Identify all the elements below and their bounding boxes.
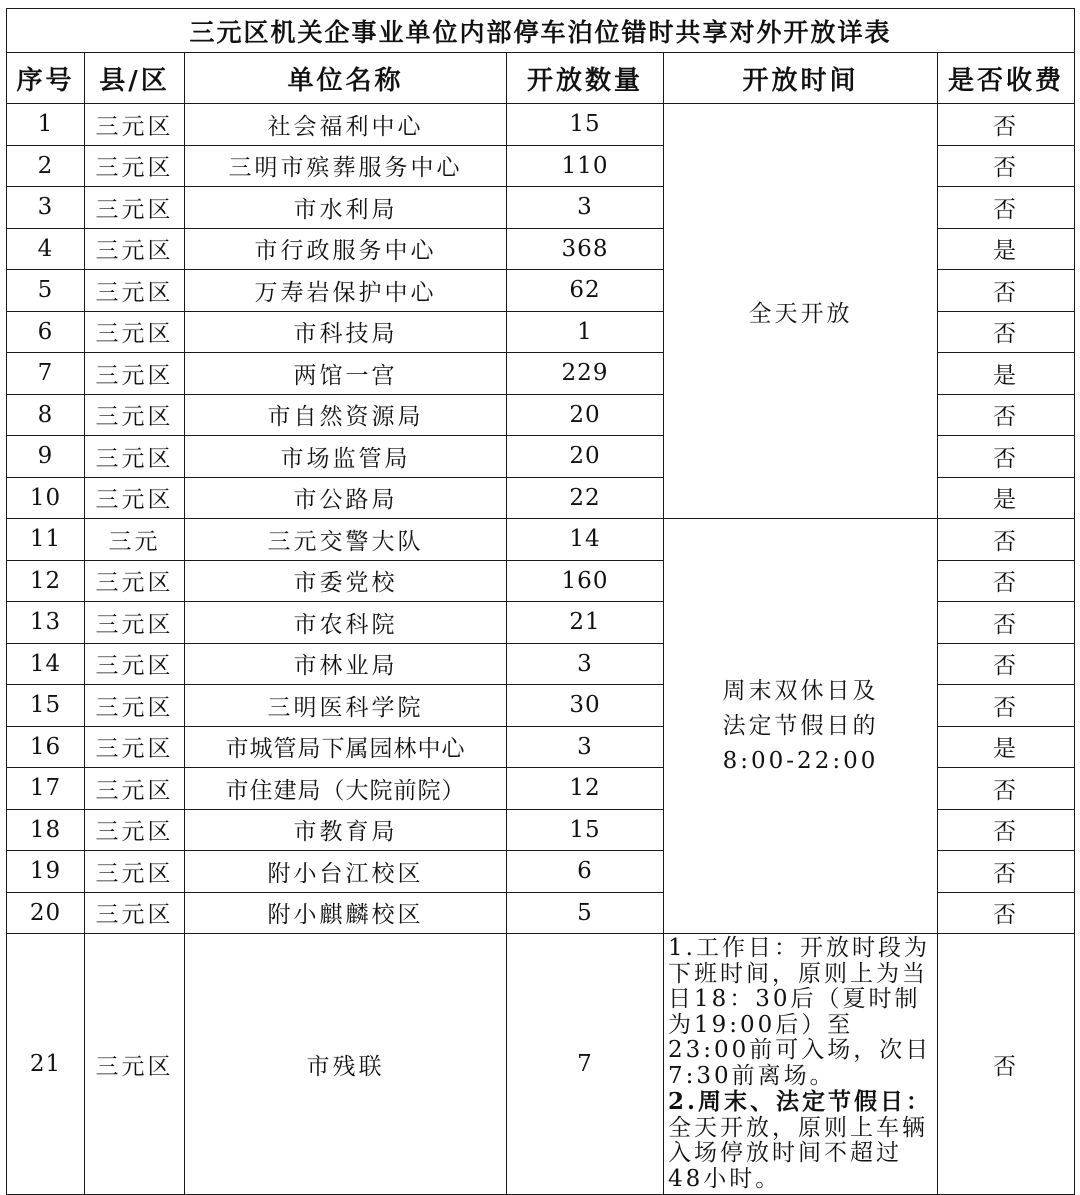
row-fee: 是: [938, 228, 1075, 270]
row-seq: 2: [7, 145, 85, 187]
row-count: 6: [507, 851, 664, 893]
row-district: 三元区: [85, 394, 185, 436]
row-fee: 是: [938, 477, 1075, 519]
row-count: 20: [507, 394, 664, 436]
note-holiday-label: 2.周末、法定节假日：: [668, 1088, 933, 1115]
note-workday-label: 1.工作日：: [668, 935, 800, 961]
row-seq: 11: [7, 519, 85, 561]
row-fee: 否: [938, 560, 1075, 602]
row-count: 7: [507, 934, 664, 1195]
row-unit: 三明市殡葬服务中心: [185, 145, 507, 187]
row-seq: 4: [7, 228, 85, 270]
row-unit: 附小台江校区: [185, 851, 507, 893]
row-unit: 市城管局下属园林中心: [185, 726, 507, 768]
row-count: 15: [507, 809, 664, 851]
row-count: 3: [507, 643, 664, 685]
row-district: 三元区: [85, 602, 185, 644]
row-unit: 市教育局: [185, 809, 507, 851]
row-district: 三元区: [85, 353, 185, 395]
header-fee: 是否收费: [938, 53, 1075, 104]
row-seq: 20: [7, 892, 85, 934]
row-unit: 市公路局: [185, 477, 507, 519]
header-seq: 序号: [7, 53, 85, 104]
row-count: 15: [507, 104, 664, 146]
row-fee: 否: [938, 436, 1075, 478]
row-unit: 市委党校: [185, 560, 507, 602]
row-seq: 3: [7, 187, 85, 229]
row-seq: 14: [7, 643, 85, 685]
row-fee: 否: [938, 934, 1075, 1195]
row-seq: 9: [7, 436, 85, 478]
row-seq: 13: [7, 602, 85, 644]
row-count: 5: [507, 892, 664, 934]
table-row: [7, 104, 1075, 146]
row-unit: 市场监管局: [185, 436, 507, 478]
row-fee: 否: [938, 145, 1075, 187]
row-district: 三元区: [85, 436, 185, 478]
time-group-allday: 全天开放: [664, 104, 938, 519]
row-fee: 否: [938, 892, 1075, 934]
row-seq: 10: [7, 477, 85, 519]
time-group-weekend: [664, 519, 938, 934]
row-count: 21: [507, 602, 664, 644]
table-row: [7, 519, 1075, 561]
row-seq: 8: [7, 394, 85, 436]
row-fee: 否: [938, 851, 1075, 893]
row-district: 三元: [85, 519, 185, 561]
row-count: 30: [507, 685, 664, 727]
row-unit: 市科技局: [185, 311, 507, 353]
row-fee: 是: [938, 726, 1075, 768]
header-time: 开放时间: [664, 53, 938, 104]
row-district: 三元区: [85, 851, 185, 893]
row-count: 3: [507, 726, 664, 768]
parking-table: [6, 8, 1075, 1195]
row-district: 三元区: [85, 685, 185, 727]
row-fee: 否: [938, 311, 1075, 353]
row-unit: 市自然资源局: [185, 394, 507, 436]
row-seq: 16: [7, 726, 85, 768]
header-count: 开放数量: [507, 53, 664, 104]
row-seq: 12: [7, 560, 85, 602]
row-unit: 市水利局: [185, 187, 507, 229]
header-unit: 单位名称: [185, 53, 507, 104]
row-seq: 15: [7, 685, 85, 727]
table-title: 三元区机关企事业单位内部停车泊位错时共享对外开放详表: [7, 9, 1075, 53]
time-group-weekend-line2: 法定节假日的: [722, 712, 879, 739]
table-row: [7, 934, 1075, 1195]
row-count: 20: [507, 436, 664, 478]
row-count: 3: [507, 187, 664, 229]
row-seq: 6: [7, 311, 85, 353]
row-district: 三元区: [85, 643, 185, 685]
row-fee: 否: [938, 809, 1075, 851]
note-paragraph-1: [668, 936, 933, 1089]
row-fee: 否: [938, 187, 1075, 229]
row-district: 三元区: [85, 270, 185, 312]
row-district: 三元区: [85, 104, 185, 146]
row-count: 1: [507, 311, 664, 353]
row-unit: 市林业局: [185, 643, 507, 685]
row-seq: 21: [7, 934, 85, 1195]
row-count: 368: [507, 228, 664, 270]
row-fee: 否: [938, 270, 1075, 312]
row-district: 三元区: [85, 477, 185, 519]
row-unit: 附小麒麟校区: [185, 892, 507, 934]
row-district: 三元区: [85, 145, 185, 187]
note-workday-text: 开放时段为下班时间，原则上为当日18：30后（夏时制为19:00后）至23:00前可入场，次日7:30前离场。: [668, 935, 932, 1089]
row-seq: 5: [7, 270, 85, 312]
row-fee: 否: [938, 519, 1075, 561]
row-unit: 两馆一宫: [185, 353, 507, 395]
row-fee: 否: [938, 602, 1075, 644]
row-seq: 1: [7, 104, 85, 146]
row-seq: 18: [7, 809, 85, 851]
row-fee: 否: [938, 768, 1075, 810]
row-unit: 社会福利中心: [185, 104, 507, 146]
row-fee: 否: [938, 394, 1075, 436]
row-district: 三元区: [85, 560, 185, 602]
row-fee: 否: [938, 643, 1075, 685]
row-district: 三元区: [85, 934, 185, 1195]
row-unit: 市住建局（大院前院）: [185, 768, 507, 810]
row-district: 三元区: [85, 768, 185, 810]
row-unit: 万寿岩保护中心: [185, 270, 507, 312]
row-unit: 三明医科学院: [185, 685, 507, 727]
row-district: 三元区: [85, 726, 185, 768]
row-count: 229: [507, 353, 664, 395]
row-count: 12: [507, 768, 664, 810]
row-count: 110: [507, 145, 664, 187]
row-seq: 7: [7, 353, 85, 395]
row-seq: 17: [7, 768, 85, 810]
row-fee: 否: [938, 685, 1075, 727]
row-fee: 是: [938, 353, 1075, 395]
row-unit: 三元交警大队: [185, 519, 507, 561]
note-paragraph-2: [668, 1089, 933, 1192]
row-count: 62: [507, 270, 664, 312]
row-count: 22: [507, 477, 664, 519]
header-row: [7, 53, 1075, 104]
row-seq: 19: [7, 851, 85, 893]
time-group-weekend-line3: 8:00-22:00: [722, 747, 879, 774]
row-district: 三元区: [85, 809, 185, 851]
row-district: 三元区: [85, 187, 185, 229]
time-group-weekend-line1: 周末双休日及: [722, 677, 879, 704]
time-group-workday-note: [664, 934, 938, 1195]
row-district: 三元区: [85, 228, 185, 270]
row-count: 160: [507, 560, 664, 602]
note-holiday-text: 全天开放，原则上车辆入场停放时间不超过48小时。: [668, 1114, 928, 1192]
row-district: 三元区: [85, 311, 185, 353]
row-fee: 否: [938, 104, 1075, 146]
row-count: 14: [507, 519, 664, 561]
header-district: 县/区: [85, 53, 185, 104]
row-unit: 市残联: [185, 934, 507, 1195]
row-unit: 市农科院: [185, 602, 507, 644]
row-unit: 市行政服务中心: [185, 228, 507, 270]
row-district: 三元区: [85, 892, 185, 934]
